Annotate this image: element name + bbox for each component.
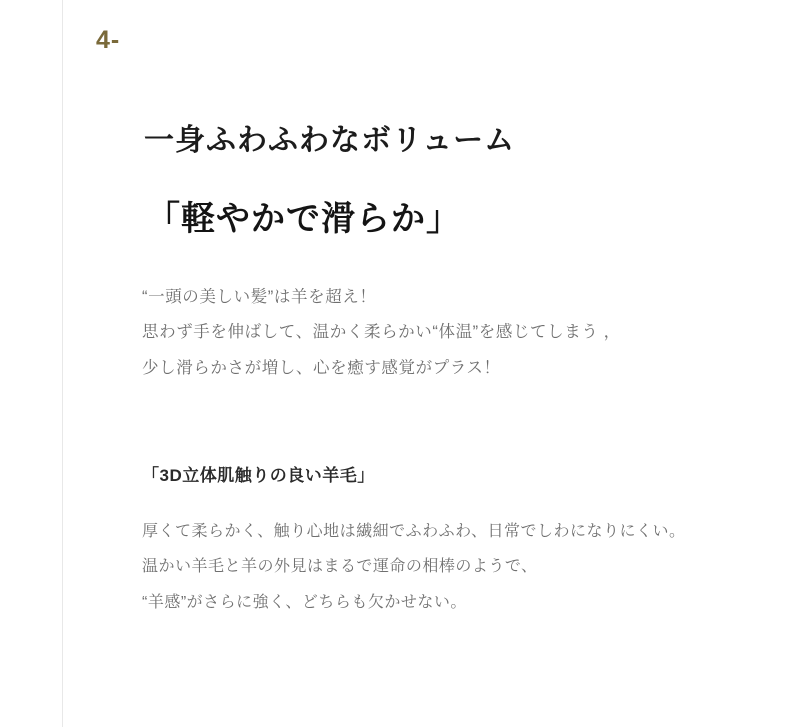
lead-line: “一頭の美しい髪”は羊を超え！ <box>142 288 377 306</box>
body-line: 温かい羊毛と羊の外見はまるで運命の相棒のようで、 <box>142 558 538 576</box>
body-paragraph <box>142 514 758 620</box>
headline-primary: 一身ふわふわなボリューム <box>144 124 516 157</box>
lead-line: 少し滑らかさが増し、心を癒す感覚がプラス！ <box>142 358 501 377</box>
body-line: 厚くて柔らかく、触り心地は繊細でふわふわ、日常でしわになりにくい。 <box>142 523 686 541</box>
lead-paragraph <box>142 280 758 386</box>
headline-secondary: 「軽やかで滑らか」 <box>146 199 461 238</box>
body-line: “羊感”がさらに強く、どちらも欠かせない。 <box>142 593 467 611</box>
content-column <box>138 122 758 620</box>
lead-line: 思わず手を伸ばして、温かく柔らかい“体温”を感じてしまう ， <box>142 323 621 342</box>
page-gutter-rule <box>62 0 63 727</box>
subheading: 「3D立体肌触りの良い羊毛」 <box>142 466 375 486</box>
section-number: 4- <box>96 26 121 54</box>
